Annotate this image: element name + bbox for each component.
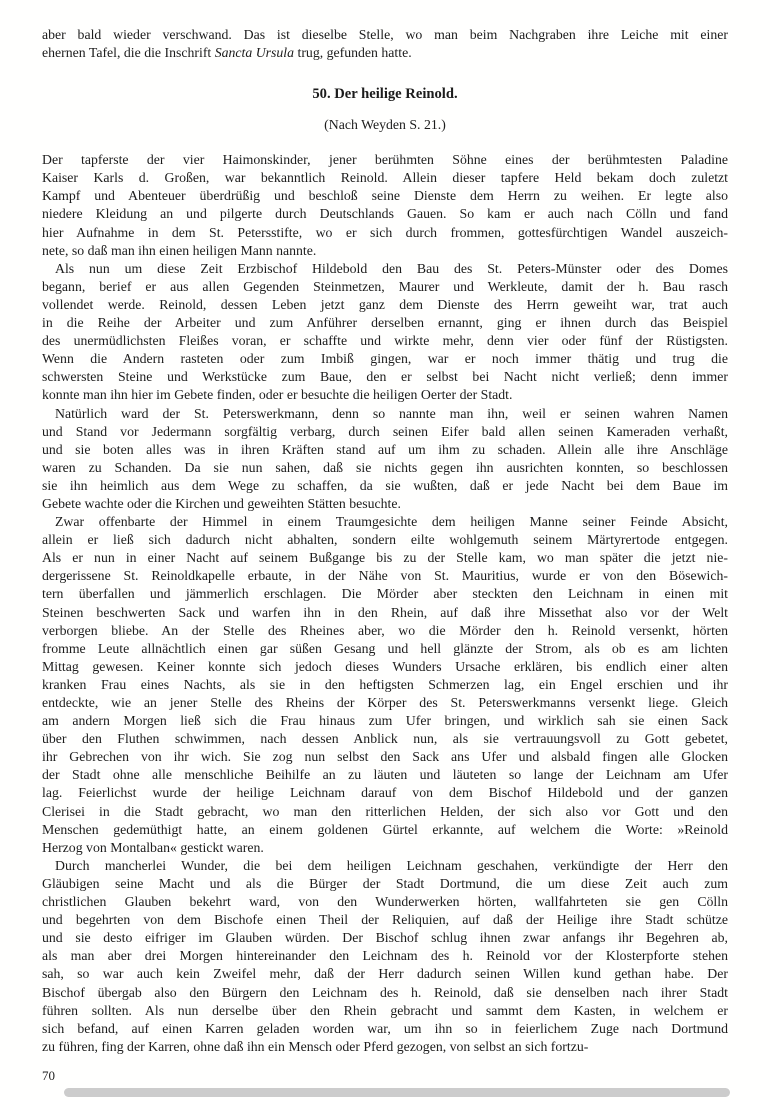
paragraph bbox=[42, 26, 728, 62]
text-line: vollendet werde. Reinold, dessen Leben jetzt ganz dem Dienste des Herrn geweiht war, trat auch bbox=[42, 296, 728, 312]
paragraph bbox=[42, 405, 728, 514]
text-line: am andern Morgen ließ sich die Frau hinaus zum Ufer bringen, und wirklich sah sie einen Sack bbox=[42, 713, 728, 729]
text-line: waren zu Schanden. Da sie nun sahen, daß sie nichts gegen ihn ausrichten konnten, so beschlossen bbox=[42, 459, 728, 475]
text-line: Wenn die Andern rasteten oder zum Imbiß gingen, war er noch immer thätig und trug die bbox=[42, 351, 728, 367]
text-line: zu führen, fing der Karren, ohne daß ihn ein Mensch oder Pferd gezogen, von selbst an sich fortzu- bbox=[42, 1038, 589, 1054]
text-line: Als er nun in einer Nacht auf seinem Bußgange bis zu der Stelle kam, wo man später die jetzt nie- bbox=[42, 550, 728, 566]
text-line: Der tapferste der vier Haimonskinder, jener berühmten Söhne eines der berühmtesten Paladine bbox=[42, 152, 728, 168]
paragraph bbox=[42, 260, 728, 405]
text-line: ihr Gebrechen von ihr wich. Sie zog nun selbst den Sack ans Ufer und alsbald fingen alle Glocken bbox=[42, 749, 728, 765]
text-line: Kampf und Abenteuer überdrüßig und beschloß seine Dienste dem Herrn zu weihen. Er legte also bbox=[42, 188, 728, 204]
text-line: verborgen bliebe. An der Stelle des Rheines aber, wo die Mörder den h. Reinold versenkt, hörten bbox=[42, 622, 728, 638]
text-line: christlichen Glauben bekehrt ward, von den Wunderwerken hörten, wallfahrteten sie gen Cölln bbox=[42, 894, 728, 910]
text-line: sich befand, auf einen Karren geladen worden war, um ihn so in feierlichem Zuge nach Dortmund bbox=[42, 1020, 728, 1036]
text-line: Zwar offenbarte der Himmel in einem Traumgesichte dem heiligen Manne seiner Feinde Absicht, bbox=[55, 514, 728, 530]
text-line: Durch mancherlei Wunder, die bei dem heiligen Leichnam geschahen, verkündigte der Herr den bbox=[55, 857, 728, 873]
text-line: sie ihn heimlich aus dem Wege zu schaffen, da sie wußten, daß er jede Nacht bei dem Baue im bbox=[42, 477, 728, 493]
text-line: über den Fluthen schwimmen, nach dessen Anblick nun, als sie vertrauungsvoll zu Gott gebetet, bbox=[42, 731, 728, 747]
text-line: konnte man ihn hier im Gebete finden, oder er besuchte die heiligen Oerter der Stadt. bbox=[42, 387, 513, 403]
text-line: tern überfallen und jämmerlich erschlagen. Die Mörder aber steckten den Leichnam in einen mit bbox=[42, 586, 728, 602]
text-line: schwersten Steine und Werkstücke zum Baue, den er selbst bei Nacht nicht verließ; denn immer bbox=[42, 369, 728, 385]
paragraph bbox=[42, 857, 728, 1056]
text-line: fromme Leute allnächtlich einen gar süßen Gesang und hell glänzte der Strom, als ob es am lichten bbox=[42, 640, 728, 656]
text-line: aber bald wieder verschwand. Das ist dieselbe Stelle, wo man beim Nachgraben ihre Leiche mit einer bbox=[42, 27, 728, 42]
text-line: und sie desto eifriger im Glauben würden. Der Bischof schlug ihnen zwar anfangs ihr Begehren ab, bbox=[42, 930, 728, 946]
text-line: Gläubigen seine Macht und als die Bürger der Stadt Dortmund, die um diese Zeit auch zum bbox=[42, 875, 728, 891]
text-line: des unermüdlichsten Fleißes voran, er schaffte und wirkte mehr, denn vier oder fünf der Rüstigsten. bbox=[42, 333, 728, 349]
text-line: kranken Frau eines Nachts, als sie in den heftigsten Schmerzen lag, ein Engel erschien und ihr bbox=[42, 676, 728, 692]
text-line: allein er ließ sich dadurch nicht abhalten, sondern eilte wohlgemuth seinem Märtyrertode entgegen. bbox=[42, 532, 728, 548]
text-body bbox=[42, 151, 728, 1056]
section-heading: 50. Der heilige Reinold. bbox=[312, 86, 458, 103]
text-line: in die Reihe der Arbeiter und zum Anführer derselben ernannt, ging er ihnen durch das Beispiel bbox=[42, 315, 728, 331]
text-line: führen sollten. Als nun derselbe über den Rhein gebracht und sammt dem Kasten, in welchem er bbox=[42, 1002, 728, 1018]
text-line: Mittag gewesen. Keiner konnte sich jedoch dieses Wunders Ursache erklären, bis endlich einer alten bbox=[42, 658, 728, 674]
text-line: Natürlich ward der St. Peterswerkmann, denn so nannte man ihn, weil er seinen wahren Namen bbox=[55, 405, 728, 421]
text-segment: ehernen Tafel, die die Inschrift bbox=[42, 45, 215, 61]
text-line: der Stadt ohne alle menschliche Beihilfe an zu läuten und läuteten so lange der Leichnam am Ufer bbox=[42, 767, 728, 783]
text-segment: trug, gefunden hatte. bbox=[294, 45, 412, 61]
text-line: Menschen gedemüthigt hatte, an einem goldenen Gürtel erkannte, auf welchem die Worte: »Reinold bbox=[42, 821, 728, 837]
text-line: hier Aufnahme in dem St. Petersstifte, wo er sich durch frommen, gottesfürchtigen Wandel auszeich- bbox=[42, 224, 728, 240]
text-line: Clerisei in die Stadt gebracht, wo man den ritterlichen Helden, der sich also vor Gott und den bbox=[42, 803, 728, 819]
text-line: Bischof übergab also den Bürgern den Leichnam des h. Reinold, daß sie denselben nach ihrer Stadt bbox=[42, 984, 728, 1000]
text-line: Steinen beschwerten Sack und warfen ihn in den Rhein, auf daß ihre Missethat also vor der Welt bbox=[42, 604, 728, 620]
text-line: Kaiser Karls d. Großen, war bekanntlich Reinold. Allein dieser tapfere Held bekam doch zuletzt bbox=[42, 170, 728, 186]
text-line: dergerissene St. Reinoldkapelle erbaute, in der Nähe von St. Mauritius, wurde er von den Bösewich- bbox=[42, 568, 728, 584]
text-line: begann, berief er aus allen Gegenden Steinmetzen, Maurer und Werkleute, damit der h. Bau rasch bbox=[42, 278, 728, 294]
text-line: niedere Kleidung an und pilgerte durch Deutschlands Gauen. So kam er auch nach Cölln und fand bbox=[42, 206, 728, 222]
text-line: Als nun um diese Zeit Erzbischof Hildebold den Bau des St. Peters-Münster oder des Domes bbox=[55, 260, 728, 276]
text-line: und begehrten von dem Bischofe einen Theil der Reliquien, auf daß der Heilige ihre Stadt schütze bbox=[42, 912, 728, 928]
text-line: und sie boten alles was in ihren Kräften stand auf um ihm zu schaden. Allein alle ihre Anschläge bbox=[42, 441, 728, 457]
text-line bbox=[42, 44, 728, 62]
page-number: 70 bbox=[42, 1068, 55, 1083]
intro-body bbox=[42, 26, 728, 62]
text-line: als man aber drei Morgen hintereinander den Leichnam des h. Reinold vor der Klosterpforte stehen bbox=[42, 948, 728, 964]
text-line: sah, so war auch kein Zweifel mehr, daß der Herr dadurch seinen Willen kund gethan habe. Der bbox=[42, 966, 728, 982]
horizontal-scrollbar[interactable] bbox=[64, 1088, 730, 1097]
italic-text: Sancta Ursula bbox=[214, 45, 295, 61]
text-line: Herzog von Montalban« gestickt waren. bbox=[42, 839, 264, 855]
paragraph bbox=[42, 151, 728, 260]
text-line: und Stand vor Jedermann sorgfältig verbarg, durch seinen Eifer bald allen seinen Kameraden verhaßt, bbox=[42, 423, 728, 439]
text-line: Gebete wachte oder die Kirchen und geweihten Stätten besuchte. bbox=[42, 495, 401, 511]
source-note: (Nach Weyden S. 21.) bbox=[324, 117, 446, 133]
text-line: entdeckte, wie an jener Stelle des Rheins der Körper des St. Peterswerkmanns versenkt liege. Gleich bbox=[42, 695, 728, 710]
paragraph bbox=[42, 513, 728, 857]
text-line: lag. Feierlichst wurde der heilige Leichnam darauf von dem Bischof Hildebold und der ganzen bbox=[42, 785, 728, 801]
text-line: nete, so daß man ihn einen heiligen Mann nannte. bbox=[42, 242, 317, 258]
